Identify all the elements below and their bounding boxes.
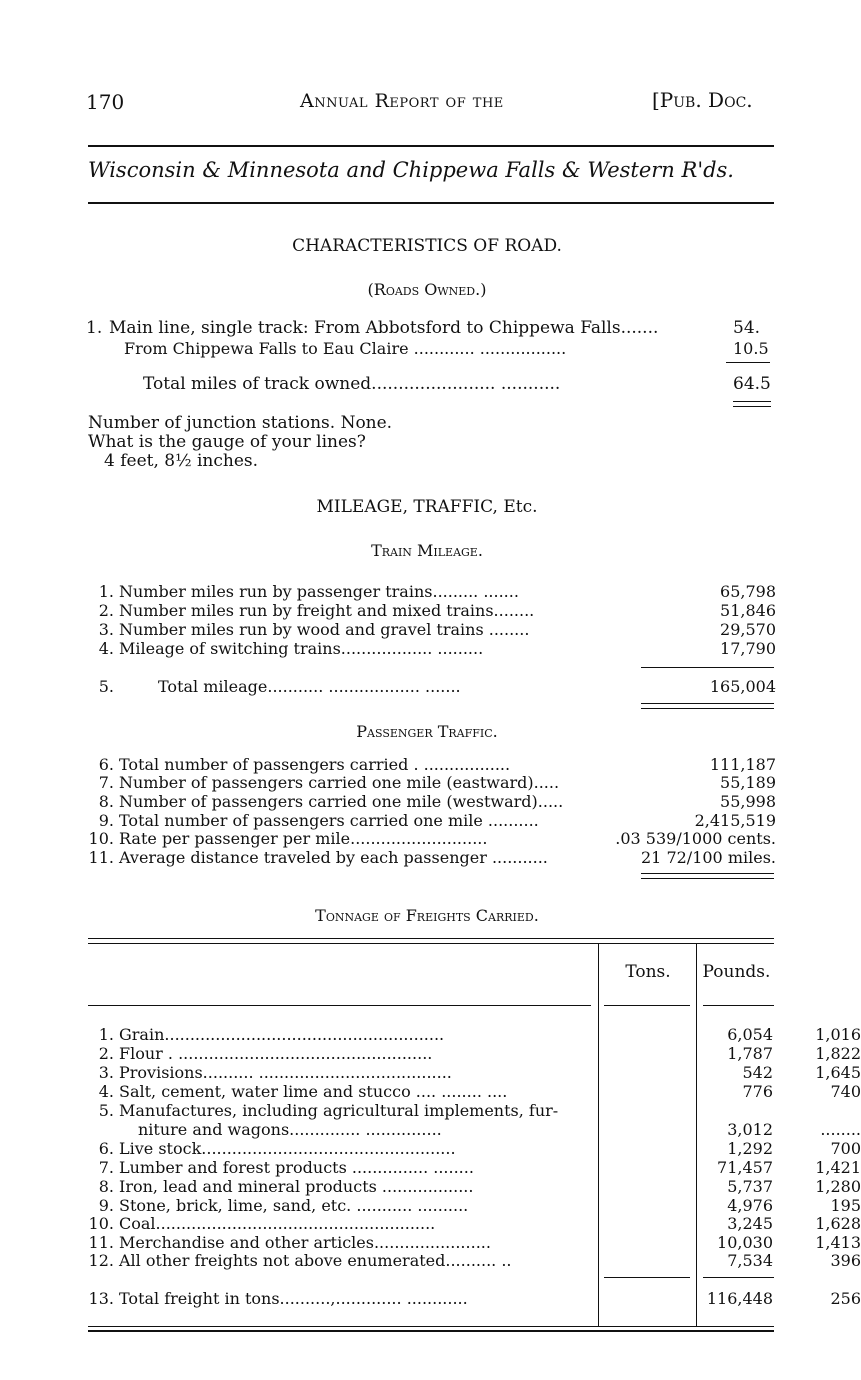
row-number: 11. <box>88 848 114 867</box>
row-pounds: 1,421 <box>815 1158 861 1177</box>
row-pounds: 1,645 <box>815 1063 861 1082</box>
mileage-row <box>86 582 776 602</box>
row-value: 111,187 <box>709 755 776 774</box>
row-label: Number miles run by freight and mixed trains........ <box>119 601 535 620</box>
passenger-total-rule-2 <box>641 878 774 879</box>
mileage-total-rule-1 <box>641 703 774 704</box>
row-value: .03 539/1000 cents. <box>615 829 776 848</box>
row-pounds: 396 <box>830 1251 861 1270</box>
branch-line-label: From Chippewa Falls to Eau Claire ............ ................. <box>124 339 567 358</box>
row-number: 8. <box>98 792 114 811</box>
row-label: Live stock.................................................. <box>119 1139 456 1158</box>
row-label: Merchandise and other articles....................... <box>119 1233 491 1252</box>
row-tons: 3,012 <box>727 1120 773 1139</box>
mileage-row <box>86 601 776 621</box>
row-number: 4. <box>98 639 114 658</box>
track-total-rule-1 <box>733 401 771 402</box>
row-label: Provisions.......... ...................................... <box>119 1063 452 1082</box>
gauge-question: What is the gauge of your lines? <box>88 432 366 452</box>
mileage-row <box>86 639 776 659</box>
total-track-value: 64.5 <box>733 374 771 394</box>
row-number: 3. <box>98 1063 114 1082</box>
freight-row <box>86 1139 861 1158</box>
row-tons: 5,737 <box>727 1177 773 1196</box>
row-tons: 542 <box>742 1063 773 1082</box>
row-label: Salt, cement, water lime and stucco .... ........ .... <box>119 1082 508 1101</box>
running-title: Annual Report of the <box>300 90 504 112</box>
passenger-traffic-heading: Passenger Traffic. <box>356 722 498 741</box>
train-mileage-heading: Train Mileage. <box>371 541 483 560</box>
row-number: 7. <box>98 773 114 792</box>
freight-row <box>86 1063 861 1082</box>
passenger-row <box>86 773 776 793</box>
mileage-sum-rule <box>641 667 774 668</box>
row-tons: 3,245 <box>727 1214 773 1233</box>
document-reference: [Pub. Doc. <box>652 88 753 112</box>
row-label: Number of passengers carried one mile (westward)..... <box>119 792 564 811</box>
freight-sum-rule-pounds <box>703 1277 774 1278</box>
row-number: 9. <box>98 1196 114 1215</box>
row-number: 9. <box>98 811 114 830</box>
row-label: Mileage of switching trains.................. ......... <box>119 639 484 658</box>
gauge-answer: 4 feet, 8½ inches. <box>104 451 259 471</box>
freight-row <box>86 1158 861 1177</box>
row-value: 51,846 <box>720 601 776 620</box>
row-number: 6. <box>98 1139 114 1158</box>
freight-row <box>86 1101 776 1120</box>
row-number: 12. <box>88 1251 114 1270</box>
freight-total-row <box>86 1289 861 1308</box>
page-number: 170 <box>86 90 125 114</box>
row-number: 3. <box>98 620 114 639</box>
row-label: Total number of passengers carried . ................. <box>119 755 511 774</box>
row-tons: 6,054 <box>727 1025 773 1044</box>
row-tons: 116,448 <box>706 1289 773 1308</box>
row-label: Grain....................................................... <box>119 1025 445 1044</box>
characteristics-heading: CHARACTERISTICS OF ROAD. <box>292 236 562 256</box>
row-label: niture and wagons.............. ............... <box>138 1120 442 1139</box>
subtitle-rule <box>88 202 774 204</box>
row-tons: 1,787 <box>727 1044 773 1063</box>
header-rule <box>88 145 774 147</box>
row-number: 7. <box>98 1158 114 1177</box>
freight-row <box>86 1233 861 1252</box>
freight-row <box>86 1120 861 1139</box>
row-number: 11. <box>88 1233 114 1252</box>
row-label: Lumber and forest products ............... ........ <box>119 1158 474 1177</box>
freight-table-bottom-rule-2 <box>88 1330 774 1332</box>
junction-stations: Number of junction stations. None. <box>88 413 393 433</box>
freight-sum-rule-tons <box>604 1277 690 1278</box>
row-label: Flour . .................................................. <box>119 1044 433 1063</box>
roads-owned-subheading: (Roads Owned.) <box>367 280 487 299</box>
row-pounds: 1,016 <box>815 1025 861 1044</box>
total-track-label: Total miles of track owned....................... ........... <box>143 374 561 394</box>
tons-column-header: Tons. <box>625 962 671 982</box>
passenger-total-rule-1 <box>641 873 774 874</box>
passenger-row <box>86 792 776 812</box>
row-pounds: 740 <box>830 1082 861 1101</box>
row-tons: 1,292 <box>727 1139 773 1158</box>
passenger-row <box>86 829 776 849</box>
row-label: Stone, brick, lime, sand, etc. ........... .......... <box>119 1196 469 1215</box>
main-line-value: 54. <box>733 318 761 338</box>
mileage-heading: MILEAGE, TRAFFIC, Etc. <box>316 497 538 517</box>
row-pounds: ........ <box>820 1120 861 1139</box>
freight-table-top-rule-1 <box>88 938 774 939</box>
row-label: All other freights not above enumerated.......... .. <box>119 1251 512 1270</box>
freight-row <box>86 1177 861 1196</box>
row-tons: 4,976 <box>727 1196 773 1215</box>
row-label: Coal....................................................... <box>119 1214 436 1233</box>
freight-header-rule-label <box>88 1005 591 1006</box>
row-number: 5. <box>98 677 114 696</box>
row-label: Number miles run by wood and gravel trains ........ <box>119 620 530 639</box>
track-total-rule-2 <box>733 406 771 407</box>
freight-table-bottom-rule-1 <box>88 1326 774 1327</box>
row-label: Manufactures, including agricultural implements, fur- <box>119 1101 559 1120</box>
row-pounds: 256 <box>830 1289 861 1308</box>
freight-table-top-rule-2 <box>88 943 774 944</box>
row-value: 55,998 <box>720 792 776 811</box>
row-label: Total number of passengers carried one mile .......... <box>119 811 539 830</box>
railroad-subtitle: Wisconsin & Minnesota and Chippewa Falls & Western R'ds. <box>88 158 734 182</box>
row-value: 55,189 <box>720 773 776 792</box>
freight-row <box>86 1196 861 1215</box>
passenger-row <box>86 848 776 868</box>
row-label: Number miles run by passenger trains......... ....... <box>119 582 519 601</box>
passenger-row <box>86 755 776 775</box>
freight-header-rule-tons <box>604 1005 690 1006</box>
row-number: 1. <box>98 582 114 601</box>
freight-row <box>86 1082 861 1101</box>
row-pounds: 195 <box>830 1196 861 1215</box>
row-tons: 10,030 <box>717 1233 773 1252</box>
freight-row <box>86 1214 861 1233</box>
row-value: 2,415,519 <box>694 811 776 830</box>
row-value: 29,570 <box>720 620 776 639</box>
row-tons: 71,457 <box>717 1158 773 1177</box>
row-label: Total freight in tons..........,............. ............ <box>119 1289 468 1308</box>
row-number: 8. <box>98 1177 114 1196</box>
mileage-row <box>86 620 776 640</box>
track-sum-rule <box>726 362 770 363</box>
freight-row <box>86 1251 861 1270</box>
main-line-label: Main line, single track: From Abbotsford to Chippewa Falls....... <box>109 318 659 338</box>
row-number: 1. <box>98 1025 114 1044</box>
row-pounds: 1,413 <box>815 1233 861 1252</box>
row-number: 5. <box>98 1101 114 1120</box>
row-value: 165,004 <box>709 677 776 696</box>
freight-heading: Tonnage of Freights Carried. <box>315 906 539 925</box>
row-number: 10. <box>88 829 114 848</box>
mileage-total-row <box>86 677 776 697</box>
row-value: 17,790 <box>720 639 776 658</box>
row-label: Iron, lead and mineral products .................. <box>119 1177 474 1196</box>
mileage-total-rule-2 <box>641 708 774 709</box>
row-value: 65,798 <box>720 582 776 601</box>
row-number: 6. <box>98 755 114 774</box>
freight-row <box>86 1044 861 1063</box>
row-label: Rate per passenger per mile........................... <box>119 829 488 848</box>
row-label: Total mileage........... .................. ....... <box>158 677 461 696</box>
pounds-column-header: Pounds. <box>702 962 771 982</box>
passenger-row <box>86 811 776 831</box>
row-number: 2. <box>98 601 114 620</box>
row-pounds: 1,280 <box>815 1177 861 1196</box>
row-pounds: 1,822 <box>815 1044 861 1063</box>
row-tons: 776 <box>742 1082 773 1101</box>
branch-line-value: 10.5 <box>733 339 769 358</box>
row-number: 2. <box>98 1044 114 1063</box>
row-number: 4. <box>98 1082 114 1101</box>
row-pounds: 1,628 <box>815 1214 861 1233</box>
row-number: 13. <box>88 1289 114 1308</box>
freight-row <box>86 1025 861 1044</box>
row-value: 21 72/100 miles. <box>641 848 776 867</box>
main-line-number: 1. <box>86 318 103 338</box>
row-number: 10. <box>88 1214 114 1233</box>
row-pounds: 700 <box>830 1139 861 1158</box>
freight-header-rule-pounds <box>703 1005 774 1006</box>
row-label: Average distance traveled by each passenger ........... <box>119 848 548 867</box>
row-tons: 7,534 <box>727 1251 773 1270</box>
row-label: Number of passengers carried one mile (eastward)..... <box>119 773 560 792</box>
